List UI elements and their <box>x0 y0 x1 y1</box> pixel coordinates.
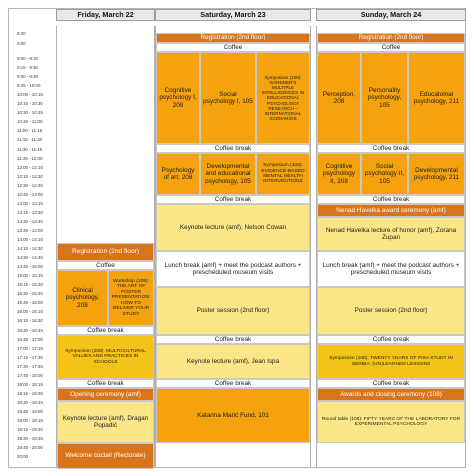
time-slot-label: 16:45 - 17:00 <box>17 336 43 342</box>
time-slot-label: 13:15 - 13:30 <box>17 209 43 215</box>
day-column-saturday <box>155 9 311 467</box>
day-header-friday: Friday, March 22 <box>56 9 155 21</box>
sunday-coffee-break-3: Coffee break <box>317 335 465 344</box>
saturday-keynote-2: Keynote lecture (amf), Jean Ispa <box>156 344 310 379</box>
time-slot-label: 14:00 - 14:15 <box>17 237 43 242</box>
sunday-social-session-2: Social psychology II, 105 <box>361 153 408 195</box>
friday-coffee-break: Coffee break <box>57 326 154 335</box>
time-slot-label: 19:45 - 20:00 <box>17 445 43 451</box>
time-slot-label: 12:30 - 12:45 <box>17 182 43 188</box>
saturday-coffee-break-4: Coffee break <box>156 379 310 388</box>
time-slot-label: 20:00 <box>17 454 28 460</box>
sunday-perception-session: Perception, 208 <box>317 52 361 144</box>
sunday-personality-session: Personality psychology, 105 <box>361 52 408 144</box>
sunday-coffee: Coffee <box>317 43 465 52</box>
friday-workshop: Workshop (108): THE ART OF POSTER PRESENTATION: HOW TO DELIVER YOUR STUDY <box>108 270 154 326</box>
time-slot-label: 10:30 - 10:45 <box>17 110 43 116</box>
time-slot-label: 16:30 - 16:45 <box>17 327 43 333</box>
time-slot-label: 13:45 - 14:00 <box>17 227 43 233</box>
time-slot-label: 9:00 <box>17 41 26 46</box>
saturday-body <box>155 26 311 467</box>
time-slot-label: 11:15 - 11:30 <box>17 137 43 143</box>
friday-keynote: Keynote lecture (amf), Dragan Popadić <box>57 401 154 443</box>
time-slot-label: 17:15 - 17:30 <box>17 354 43 360</box>
friday-opening-ceremony: Opening ceremony (amf) <box>57 388 154 401</box>
time-slot-label: 15:45 - 16:00 <box>17 300 43 306</box>
sunday-round-table: Round table (108): FIFTY YEARS OF THE LABORATORY FOR EXPERIMENTAL PSYCHOLOGY <box>317 401 465 443</box>
time-slot-label: 11:30 - 11:45 <box>17 146 43 152</box>
time-slot-label: 9:00 - 9:15 <box>17 56 38 61</box>
time-slot-label: 19:15 - 19:30 <box>17 427 43 433</box>
sunday-coffee-break-2: Coffee break <box>317 195 465 204</box>
friday-welcome: Welcome coctail (Rectorate) <box>57 443 154 469</box>
time-slot-label: 13:00 - 13:15 <box>17 200 43 206</box>
sunday-body <box>316 26 466 467</box>
time-slot-label: 16:00 - 16:15 <box>17 309 43 315</box>
time-slot-label: 9:30 - 9:45 <box>17 74 38 80</box>
day-column-friday <box>56 9 155 467</box>
sunday-symposium: Symposium (108): TWENTY YEARS OF PISA STUDY IN SERBIA: (UN)LEARNED LESSONS <box>317 344 465 379</box>
sunday-poster-session: Poster session (2nd floor) <box>317 287 465 335</box>
sunday-coffee-break-4: Coffee break <box>317 379 465 388</box>
sunday-developmental-session: Developmental psychology, 211 <box>408 153 465 195</box>
friday-clinical-session: Clinical psychology, 208 <box>57 270 108 326</box>
friday-registration: Registration (2nd floor) <box>57 243 154 261</box>
friday-coffee-break-2: Coffee break <box>57 379 154 388</box>
schedule-grid <box>8 8 466 468</box>
time-slot-label: 19:00 - 19:15 <box>17 418 43 423</box>
time-slot-label: 8:30 <box>17 31 26 36</box>
time-slot-label: 17:00 - 17:15 <box>17 345 43 351</box>
saturday-poster-session: Poster session (2nd floor) <box>156 287 310 335</box>
sunday-award-ceremony: Nenad Havelka award ceremony (amf) <box>317 204 465 217</box>
saturday-developmental-session: Developmental and educational psychology, 105 <box>200 153 256 195</box>
sunday-lecture-of-honor: Nenad Havelka lecture of honor (amf), Zorana Zupan <box>317 217 465 251</box>
time-slot-label: 13:30 - 13:45 <box>17 218 43 224</box>
time-slot-label: 12:15 - 12:30 <box>17 173 43 179</box>
day-header-sunday: Sunday, March 24 <box>316 9 466 21</box>
friday-symposium: Symposium (208): MULTICULTURAL VALUES AND PRACTICES IN SCHOOLS <box>57 335 154 379</box>
time-slot-label: 16:15 - 16:30 <box>17 318 43 324</box>
time-slot-label: 11:00 - 11:15 <box>17 128 43 134</box>
saturday-lunch: Lunch break (amf) + meet the podcast authors + prescheduled museum visits <box>156 251 310 287</box>
time-column <box>9 9 55 467</box>
time-slot-label: 18:00 - 18:15 <box>17 381 43 387</box>
time-slot-label: 12:45 - 13:00 <box>17 191 43 197</box>
sunday-awards-closing: Awards and closing ceremony (108) <box>317 388 465 401</box>
sunday-cognitive-session-2: Cognitive psychology II, 208 <box>317 153 361 195</box>
saturday-art-session: Psychology of art, 208 <box>156 153 200 195</box>
time-slot-label: 9:45 - 10:00 <box>17 83 41 89</box>
time-slot-label: 18:30 - 18:45 <box>17 399 43 405</box>
sunday-coffee-break: Coffee break <box>317 144 465 153</box>
friday-coffee: Coffee <box>57 261 154 270</box>
time-slot-label: 15:30 - 15:45 <box>17 291 43 297</box>
friday-body <box>56 26 155 467</box>
sunday-lunch: Lunch break (amf) + meet the podcast authors + prescheduled museum visits <box>317 251 465 287</box>
time-slot-label: 14:15 - 14:30 <box>17 246 43 252</box>
time-slot-label: 9:15 - 9:30 <box>17 65 38 71</box>
saturday-keynote: Keynote lecture (amf), Nelson Cowan <box>156 204 310 251</box>
time-slot-label: 19:30 - 19:45 <box>17 436 43 442</box>
sunday-registration: Registration (2nd floor) <box>317 33 465 43</box>
saturday-cognitive-session: Cognitive psychology I, 208 <box>156 52 200 144</box>
time-slot-label: 10:00 - 10:15 <box>17 92 43 98</box>
sunday-educational-session: Educatoinal psychology, 211 <box>408 52 465 144</box>
saturday-coffee-break-3: Coffee break <box>156 335 310 344</box>
saturday-registration: Registration (2nd floor) <box>156 33 310 43</box>
time-slot-label: 14:30 - 14:45 <box>17 255 43 261</box>
time-slot-label: 10:45 - 11:00 <box>17 119 43 125</box>
saturday-coffee-break: Coffee break <box>156 144 310 153</box>
saturday-symposium-2: Symposium (108): EVIDENCE-BASED MENTAL HEALTH INTERVENTIONS <box>256 153 310 195</box>
time-slot-label: 15:00 - 15:15 <box>17 273 43 279</box>
time-slot-label: 18:15 - 18:30 <box>17 390 43 396</box>
day-header-saturday: Saturday, March 23 <box>155 9 311 21</box>
time-slot-label: 11:45 - 12:00 <box>17 155 43 161</box>
time-slot-label: 14:45 - 15:00 <box>17 264 43 270</box>
saturday-coffee-break-2: Coffee break <box>156 195 310 204</box>
time-slot-label: 17:45 - 18:00 <box>17 372 43 378</box>
time-slot-label: 15:15 - 15:30 <box>17 282 43 288</box>
saturday-fund-session: Katarina Marić Fund, 101 <box>156 388 310 443</box>
time-slot-label: 12:00 - 12:15 <box>17 164 43 170</box>
saturday-social-session: Social psychology I, 105 <box>200 52 256 144</box>
time-slot-label: 10:15 - 10:30 <box>17 101 43 107</box>
saturday-coffee: Coffee <box>156 43 310 52</box>
day-column-sunday <box>316 9 466 467</box>
time-slot-label: 18:45 - 19:00 <box>17 408 43 414</box>
time-slot-label: 17:30 - 17:45 <box>17 363 43 369</box>
saturday-symposium: Symposium (108): GARDNER'S MULTIPLE INTELLIGENCES IN EDUCATIONAL PSYCHOLOGY RESEARCH – INTERNATIONAL SCENARIOS <box>256 52 310 144</box>
